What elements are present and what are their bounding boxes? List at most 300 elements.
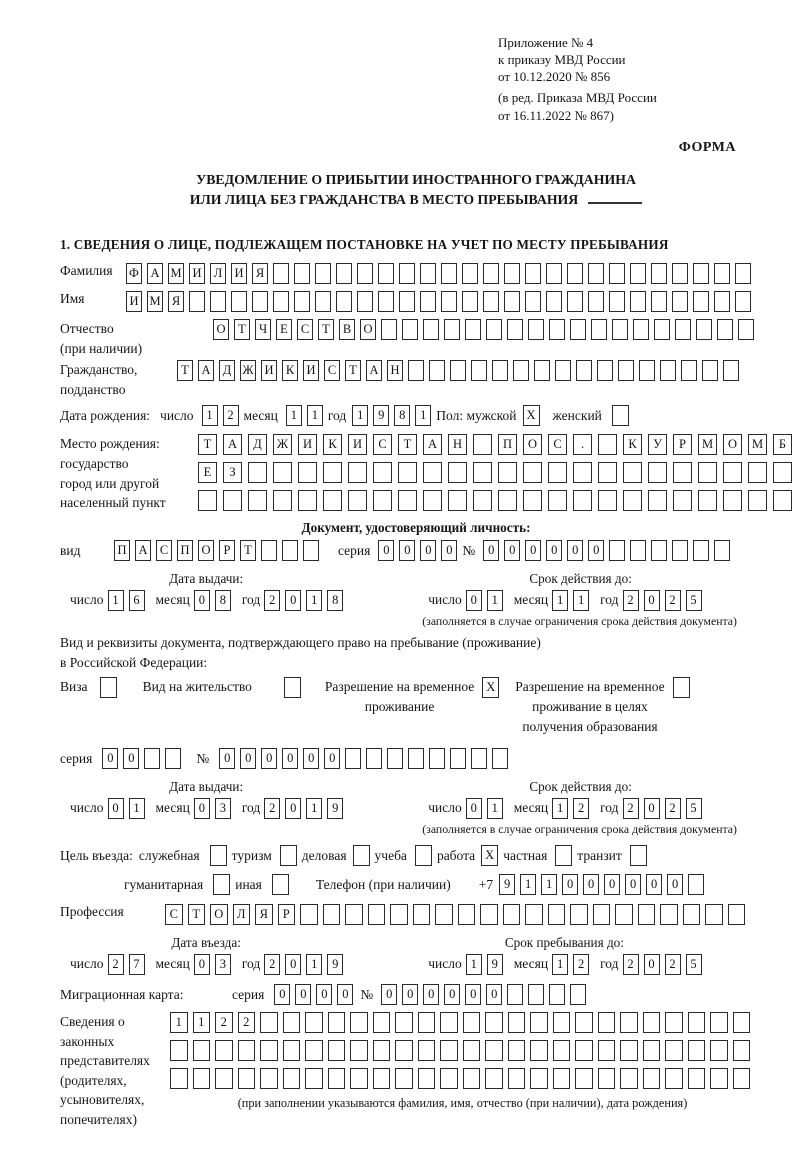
char-box[interactable] [260, 1040, 278, 1061]
char-box[interactable]: . [573, 434, 592, 455]
char-box[interactable] [733, 1040, 751, 1061]
char-box[interactable]: 2 [264, 590, 280, 611]
char-box[interactable] [440, 1068, 458, 1089]
char-box[interactable] [673, 462, 692, 483]
char-box[interactable] [408, 360, 424, 381]
char-box[interactable]: М [698, 434, 717, 455]
char-box[interactable] [630, 291, 646, 312]
char-box[interactable] [698, 490, 717, 511]
char-box[interactable] [575, 1012, 593, 1033]
char-box[interactable]: Л [233, 904, 251, 925]
char-box[interactable] [598, 1068, 616, 1089]
char-box[interactable] [282, 540, 298, 561]
char-box[interactable] [328, 1040, 346, 1061]
char-box[interactable]: 5 [686, 590, 702, 611]
char-box[interactable]: 1 [552, 590, 568, 611]
char-box[interactable] [423, 319, 439, 340]
char-box[interactable] [710, 1040, 728, 1061]
char-box[interactable] [651, 263, 667, 284]
char-box[interactable] [423, 462, 442, 483]
char-box[interactable]: Я [255, 904, 273, 925]
char-box[interactable] [305, 1068, 323, 1089]
char-box[interactable] [508, 1040, 526, 1061]
char-box[interactable]: А [366, 360, 382, 381]
char-box[interactable] [735, 291, 751, 312]
char-box[interactable]: А [147, 263, 163, 284]
char-box[interactable] [651, 540, 667, 561]
char-box[interactable]: И [303, 360, 319, 381]
char-box[interactable]: 0 [644, 590, 660, 611]
char-box[interactable]: 0 [525, 540, 541, 561]
char-box[interactable] [485, 1040, 503, 1061]
char-box[interactable]: Д [248, 434, 267, 455]
char-box[interactable] [189, 291, 205, 312]
char-box[interactable]: 0 [604, 874, 620, 895]
char-box[interactable] [530, 1040, 548, 1061]
char-box[interactable] [272, 874, 289, 895]
char-box[interactable]: 5 [686, 954, 702, 975]
char-box[interactable] [485, 1012, 503, 1033]
char-box[interactable] [193, 1068, 211, 1089]
char-box[interactable] [665, 1012, 683, 1033]
char-box[interactable]: 1 [552, 798, 568, 819]
char-box[interactable]: И [126, 291, 142, 312]
char-box[interactable] [348, 462, 367, 483]
char-box[interactable] [395, 1012, 413, 1033]
char-box[interactable]: А [423, 434, 442, 455]
char-box[interactable] [492, 360, 508, 381]
char-box[interactable] [693, 540, 709, 561]
char-box[interactable] [693, 263, 709, 284]
char-box[interactable] [688, 1068, 706, 1089]
char-box[interactable] [390, 904, 408, 925]
char-box[interactable] [609, 263, 625, 284]
char-box[interactable]: 0 [316, 984, 332, 1005]
char-box[interactable]: А [223, 434, 242, 455]
char-box[interactable]: Я [168, 291, 184, 312]
char-box[interactable] [305, 1012, 323, 1033]
char-box[interactable] [298, 462, 317, 483]
char-box[interactable]: С [165, 904, 183, 925]
char-box[interactable] [549, 984, 565, 1005]
char-box[interactable] [723, 462, 742, 483]
char-box[interactable] [415, 845, 432, 866]
char-box[interactable]: 1 [307, 405, 323, 426]
char-box[interactable] [399, 263, 415, 284]
char-box[interactable]: 1 [541, 874, 557, 895]
char-box[interactable]: Л [210, 263, 226, 284]
char-box[interactable]: 1 [286, 405, 302, 426]
char-box[interactable] [373, 1040, 391, 1061]
char-box[interactable]: О [360, 319, 376, 340]
char-box[interactable]: Т [345, 360, 361, 381]
char-box[interactable]: У [648, 434, 667, 455]
char-box[interactable] [261, 540, 277, 561]
char-box[interactable]: 1 [193, 1012, 211, 1033]
char-box[interactable] [463, 1012, 481, 1033]
char-box[interactable] [638, 904, 656, 925]
char-box[interactable]: М [147, 291, 163, 312]
char-box[interactable]: 3 [215, 798, 231, 819]
char-box[interactable] [618, 360, 634, 381]
char-box[interactable] [620, 1068, 638, 1089]
char-box[interactable]: Е [198, 462, 217, 483]
char-box[interactable] [398, 462, 417, 483]
char-box[interactable]: 0 [646, 874, 662, 895]
char-box[interactable] [213, 874, 230, 895]
char-box[interactable] [315, 263, 331, 284]
char-box[interactable] [672, 291, 688, 312]
char-box[interactable]: 0 [562, 874, 578, 895]
char-box[interactable] [648, 462, 667, 483]
char-box[interactable] [450, 360, 466, 381]
char-box[interactable]: 0 [285, 954, 301, 975]
char-box[interactable]: С [373, 434, 392, 455]
char-box[interactable]: 2 [623, 798, 639, 819]
char-box[interactable] [553, 1068, 571, 1089]
char-box[interactable]: Т [234, 319, 250, 340]
char-box[interactable] [294, 263, 310, 284]
char-box[interactable] [448, 490, 467, 511]
char-box[interactable]: А [198, 360, 214, 381]
char-box[interactable] [357, 263, 373, 284]
char-box[interactable]: 0 [194, 798, 210, 819]
char-box[interactable] [555, 845, 572, 866]
char-box[interactable]: 0 [303, 748, 319, 769]
char-box[interactable] [546, 291, 562, 312]
char-box[interactable]: 1 [108, 590, 124, 611]
char-box[interactable]: 0 [583, 874, 599, 895]
char-box[interactable] [723, 490, 742, 511]
char-box[interactable]: 0 [644, 954, 660, 975]
char-box[interactable]: Н [387, 360, 403, 381]
char-box[interactable] [570, 904, 588, 925]
char-box[interactable] [248, 490, 267, 511]
char-box[interactable] [651, 291, 667, 312]
char-box[interactable] [639, 360, 655, 381]
char-box[interactable]: 1 [487, 590, 503, 611]
char-box[interactable] [381, 319, 397, 340]
char-box[interactable] [485, 1068, 503, 1089]
char-box[interactable] [395, 1068, 413, 1089]
char-box[interactable] [273, 291, 289, 312]
char-box[interactable] [723, 360, 739, 381]
char-box[interactable] [328, 1068, 346, 1089]
char-box[interactable]: 0 [295, 984, 311, 1005]
char-box[interactable]: 0 [423, 984, 439, 1005]
char-box[interactable] [378, 263, 394, 284]
char-box[interactable]: 0 [194, 954, 210, 975]
char-box[interactable] [698, 462, 717, 483]
char-box[interactable] [498, 462, 517, 483]
char-box[interactable]: С [548, 434, 567, 455]
char-box[interactable] [623, 490, 642, 511]
char-box[interactable] [525, 291, 541, 312]
char-box[interactable]: Р [278, 904, 296, 925]
char-box[interactable] [260, 1068, 278, 1089]
char-box[interactable]: О [723, 434, 742, 455]
char-box[interactable] [748, 490, 767, 511]
char-box[interactable] [598, 1040, 616, 1061]
char-box[interactable] [418, 1068, 436, 1089]
char-box[interactable] [193, 1040, 211, 1061]
char-box[interactable] [735, 263, 751, 284]
char-box[interactable] [373, 490, 392, 511]
char-box[interactable]: 0 [546, 540, 562, 561]
char-box[interactable]: М [168, 263, 184, 284]
char-box[interactable] [630, 263, 646, 284]
char-box[interactable]: 6 [129, 590, 145, 611]
char-box[interactable] [465, 319, 481, 340]
char-box[interactable]: 0 [465, 984, 481, 1005]
char-box[interactable] [368, 904, 386, 925]
char-box[interactable] [323, 904, 341, 925]
char-box[interactable] [530, 1068, 548, 1089]
char-box[interactable]: 5 [686, 798, 702, 819]
char-box[interactable] [238, 1040, 256, 1061]
char-box[interactable]: 0 [102, 748, 118, 769]
char-box[interactable]: 0 [324, 748, 340, 769]
char-box[interactable] [100, 677, 117, 698]
char-box[interactable]: 7 [129, 954, 145, 975]
char-box[interactable]: К [323, 434, 342, 455]
char-box[interactable] [573, 462, 592, 483]
char-box[interactable] [441, 291, 457, 312]
char-box[interactable] [486, 319, 502, 340]
char-box[interactable]: 2 [264, 798, 280, 819]
char-box[interactable] [717, 319, 733, 340]
char-box[interactable]: 1 [552, 954, 568, 975]
char-box[interactable]: 0 [588, 540, 604, 561]
char-box[interactable] [503, 904, 521, 925]
char-box[interactable] [323, 462, 342, 483]
char-box[interactable]: И [231, 263, 247, 284]
char-box[interactable]: 0 [274, 984, 290, 1005]
char-box[interactable]: 2 [573, 954, 589, 975]
char-box[interactable] [654, 319, 670, 340]
char-box[interactable] [643, 1068, 661, 1089]
char-box[interactable] [300, 904, 318, 925]
char-box[interactable]: 2 [215, 1012, 233, 1033]
char-box[interactable] [357, 291, 373, 312]
char-box[interactable]: 0 [108, 798, 124, 819]
char-box[interactable]: З [223, 462, 242, 483]
char-box[interactable] [215, 1040, 233, 1061]
char-box[interactable] [633, 319, 649, 340]
char-box[interactable]: И [298, 434, 317, 455]
char-box[interactable] [573, 490, 592, 511]
char-box[interactable]: 1 [466, 954, 482, 975]
char-box[interactable]: О [210, 904, 228, 925]
char-box[interactable]: 0 [441, 540, 457, 561]
char-box[interactable]: 0 [123, 748, 139, 769]
char-box[interactable] [350, 1040, 368, 1061]
char-box[interactable] [283, 1068, 301, 1089]
char-box[interactable] [555, 360, 571, 381]
char-box[interactable]: 1 [129, 798, 145, 819]
char-box[interactable]: О [213, 319, 229, 340]
char-box[interactable] [728, 904, 746, 925]
char-box[interactable]: О [198, 540, 214, 561]
char-box[interactable] [546, 263, 562, 284]
char-box[interactable] [530, 1012, 548, 1033]
char-box[interactable] [440, 1012, 458, 1033]
char-box[interactable]: 0 [402, 984, 418, 1005]
char-box[interactable]: В [339, 319, 355, 340]
char-box[interactable] [523, 490, 542, 511]
char-box[interactable] [408, 748, 424, 769]
char-box[interactable] [688, 1012, 706, 1033]
char-box[interactable] [399, 291, 415, 312]
char-box[interactable]: 1 [306, 954, 322, 975]
char-box[interactable] [305, 1040, 323, 1061]
char-box[interactable] [350, 1068, 368, 1089]
char-box[interactable] [429, 748, 445, 769]
char-box[interactable]: 2 [623, 590, 639, 611]
char-box[interactable]: 0 [381, 984, 397, 1005]
char-box[interactable] [198, 490, 217, 511]
char-box[interactable] [423, 490, 442, 511]
char-box[interactable] [471, 748, 487, 769]
char-box[interactable]: 0 [667, 874, 683, 895]
char-box[interactable]: И [189, 263, 205, 284]
char-box[interactable] [463, 1040, 481, 1061]
char-box[interactable]: 0 [378, 540, 394, 561]
char-box[interactable]: 0 [504, 540, 520, 561]
char-box[interactable]: 1 [573, 590, 589, 611]
char-box[interactable] [672, 540, 688, 561]
char-box[interactable] [553, 1012, 571, 1033]
char-box[interactable]: 0 [644, 798, 660, 819]
char-box[interactable]: И [348, 434, 367, 455]
char-box[interactable] [458, 904, 476, 925]
char-box[interactable]: 9 [327, 954, 343, 975]
char-box[interactable]: 2 [108, 954, 124, 975]
char-box[interactable] [165, 748, 181, 769]
char-box[interactable]: X [481, 845, 498, 866]
char-box[interactable] [444, 319, 460, 340]
char-box[interactable] [630, 540, 646, 561]
char-box[interactable] [665, 1040, 683, 1061]
char-box[interactable] [215, 1068, 233, 1089]
char-box[interactable]: 1 [306, 590, 322, 611]
char-box[interactable] [681, 360, 697, 381]
char-box[interactable]: 9 [327, 798, 343, 819]
char-box[interactable] [575, 1068, 593, 1089]
char-box[interactable]: 1 [306, 798, 322, 819]
char-box[interactable] [280, 845, 297, 866]
char-box[interactable] [623, 462, 642, 483]
char-box[interactable] [238, 1068, 256, 1089]
char-box[interactable] [598, 1012, 616, 1033]
char-box[interactable] [483, 291, 499, 312]
char-box[interactable] [630, 845, 647, 866]
char-box[interactable] [323, 490, 342, 511]
char-box[interactable]: 2 [623, 954, 639, 975]
char-box[interactable] [413, 904, 431, 925]
char-box[interactable]: 0 [399, 540, 415, 561]
char-box[interactable] [612, 319, 628, 340]
char-box[interactable]: П [114, 540, 130, 561]
char-box[interactable]: Я [252, 263, 268, 284]
char-box[interactable] [284, 677, 301, 698]
char-box[interactable]: Т [240, 540, 256, 561]
char-box[interactable]: С [324, 360, 340, 381]
char-box[interactable] [144, 748, 160, 769]
char-box[interactable] [402, 319, 418, 340]
char-box[interactable] [675, 319, 691, 340]
char-box[interactable] [673, 490, 692, 511]
char-box[interactable] [298, 490, 317, 511]
char-box[interactable] [473, 462, 492, 483]
char-box[interactable] [714, 291, 730, 312]
char-box[interactable]: 0 [420, 540, 436, 561]
char-box[interactable] [231, 291, 247, 312]
char-box[interactable] [471, 360, 487, 381]
char-box[interactable] [570, 984, 586, 1005]
char-box[interactable] [435, 904, 453, 925]
char-box[interactable]: 2 [238, 1012, 256, 1033]
char-box[interactable] [620, 1040, 638, 1061]
char-box[interactable] [609, 291, 625, 312]
char-box[interactable] [507, 319, 523, 340]
char-box[interactable] [525, 904, 543, 925]
char-box[interactable] [373, 1068, 391, 1089]
char-box[interactable]: 3 [215, 954, 231, 975]
char-box[interactable]: Ж [273, 434, 292, 455]
char-box[interactable]: 0 [219, 748, 235, 769]
char-box[interactable] [748, 462, 767, 483]
char-box[interactable] [429, 360, 445, 381]
char-box[interactable] [660, 904, 678, 925]
char-box[interactable] [273, 490, 292, 511]
char-box[interactable] [450, 748, 466, 769]
char-box[interactable] [373, 1012, 391, 1033]
char-box[interactable] [643, 1040, 661, 1061]
char-box[interactable]: П [177, 540, 193, 561]
char-box[interactable] [513, 360, 529, 381]
char-box[interactable] [462, 263, 478, 284]
char-box[interactable]: Ф [126, 263, 142, 284]
char-box[interactable] [260, 1012, 278, 1033]
char-box[interactable]: 0 [483, 540, 499, 561]
char-box[interactable] [773, 462, 792, 483]
char-box[interactable] [441, 263, 457, 284]
char-box[interactable] [598, 490, 617, 511]
char-box[interactable] [588, 263, 604, 284]
char-box[interactable]: 2 [264, 954, 280, 975]
char-box[interactable] [525, 263, 541, 284]
char-box[interactable] [714, 540, 730, 561]
char-box[interactable]: 0 [466, 798, 482, 819]
char-box[interactable] [598, 462, 617, 483]
char-box[interactable]: 2 [665, 590, 681, 611]
char-box[interactable] [387, 748, 403, 769]
char-box[interactable] [702, 360, 718, 381]
char-box[interactable]: 0 [194, 590, 210, 611]
char-box[interactable] [528, 319, 544, 340]
char-box[interactable] [528, 984, 544, 1005]
char-box[interactable]: Т [177, 360, 193, 381]
char-box[interactable] [210, 291, 226, 312]
char-box[interactable]: Н [448, 434, 467, 455]
char-box[interactable]: М [748, 434, 767, 455]
char-box[interactable] [673, 677, 690, 698]
char-box[interactable]: Р [219, 540, 235, 561]
char-box[interactable] [504, 291, 520, 312]
char-box[interactable] [570, 319, 586, 340]
char-box[interactable]: К [623, 434, 642, 455]
